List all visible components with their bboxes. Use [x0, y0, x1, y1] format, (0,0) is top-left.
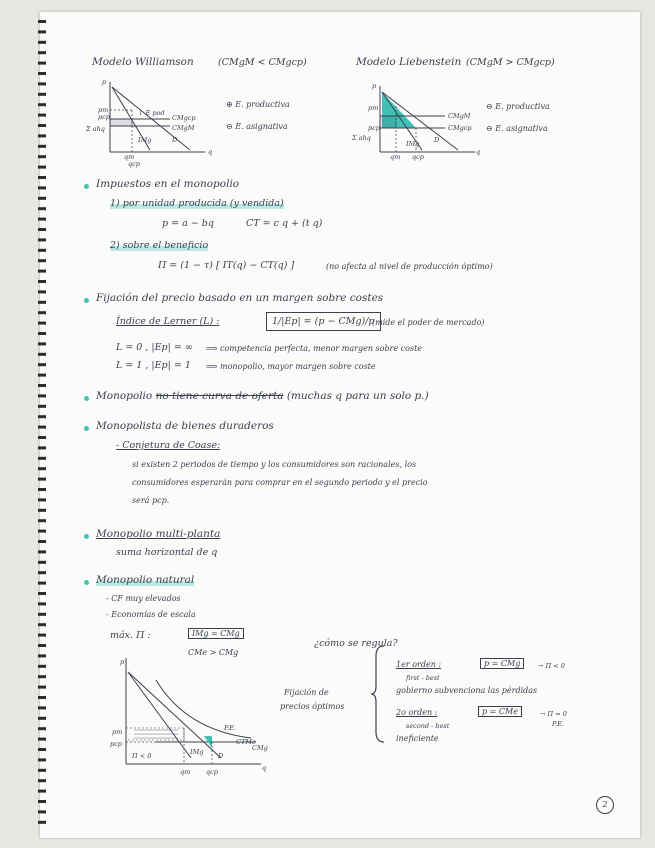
spiral-ring	[38, 103, 46, 106]
bullet-icon	[84, 426, 89, 431]
spiral-ring	[38, 93, 46, 96]
spiral-ring	[38, 30, 46, 33]
natural-monopoly-graph	[116, 658, 266, 778]
g1-sahq: Σ ahq	[86, 125, 105, 133]
spiral-ring	[38, 446, 46, 449]
spiral-ring	[38, 613, 46, 616]
g2-cmgm: CMgM	[448, 112, 471, 120]
lerner-case1: L = 1 , |Ep| = 1	[116, 360, 191, 371]
spiral-ring	[38, 353, 46, 356]
spiral-ring	[38, 550, 46, 553]
spiral-ring	[38, 436, 46, 439]
g3-img: IMg	[190, 748, 204, 756]
spiral-ring	[38, 290, 46, 293]
g2-pm: pm	[368, 104, 379, 112]
multiplanta-title: Monopolio multi-planta	[96, 528, 221, 540]
leibenstein-condition: (CMgM > CMgcp)	[466, 57, 555, 68]
spiral-ring	[38, 405, 46, 408]
spiral-ring	[38, 228, 46, 231]
spiral-ring	[38, 207, 46, 210]
spiral-ring	[38, 488, 46, 491]
spiral-ring	[38, 665, 46, 668]
g2-qm: qm	[390, 153, 401, 161]
spiral-ring	[38, 280, 46, 283]
spiral-ring	[38, 332, 46, 335]
spiral-ring	[38, 821, 46, 824]
coase-label: - Conjetura de Coase:	[116, 440, 221, 451]
spiral-ring	[38, 134, 46, 137]
page-number: 2	[596, 796, 614, 814]
g3-qm: qm	[180, 768, 191, 776]
spiral-ring	[38, 186, 46, 189]
spiral-ring	[38, 259, 46, 262]
spiral-ring	[38, 758, 46, 761]
spiral-ring	[38, 62, 46, 65]
spiral-ring	[38, 810, 46, 813]
spiral-ring	[38, 706, 46, 709]
impuestos-item1: 1) por unidad producida (y vendida)	[110, 198, 284, 209]
spiral-ring	[38, 540, 46, 543]
impuestos-eq1a: p = a − bq	[162, 218, 214, 229]
bullet-icon	[84, 396, 89, 401]
spiral-ring	[38, 467, 46, 470]
g2-qcp: qcp	[412, 153, 424, 161]
natural-item1: - CF muy elevados	[106, 594, 181, 603]
g3-p: p	[120, 658, 125, 666]
natural-title: Monopolio natural	[96, 574, 195, 586]
spiral-ring	[38, 561, 46, 564]
impuestos-eq2: Π = (1 − τ) [ IT(q) − CT(q) ]	[158, 260, 295, 271]
spiral-ring	[38, 82, 46, 85]
spiral-ring	[38, 727, 46, 730]
impuestos-item2: 2) sobre el beneficio	[110, 240, 209, 251]
g3-d: D	[218, 752, 224, 760]
g2-pcp: pcp	[368, 124, 380, 132]
spiral-ring	[38, 20, 46, 23]
spiral-ring	[38, 582, 46, 585]
first-order-eq: p = CMg	[480, 658, 524, 669]
second-order-title: 2o orden :	[396, 708, 438, 717]
spiral-ring	[38, 145, 46, 148]
spiral-ring	[38, 634, 46, 637]
spiral-ring	[38, 342, 46, 345]
coase-text-3: será pcp.	[132, 496, 170, 505]
lerner-case0-desc: ⟹ competencia perfecta, menor margen sobre coste	[206, 344, 423, 353]
leibenstein-title: Modelo Liebenstein	[356, 56, 462, 68]
impuestos-title: Impuestos en el monopolio	[96, 178, 240, 190]
williamson-title: Modelo Williamson	[92, 56, 194, 68]
lerner-case1-desc: ⟹ monopolio, mayor margen sobre coste	[206, 362, 376, 371]
impuestos-note: (no afecta al nivel de producción óptimo)	[326, 262, 493, 271]
natural-max-label: máx. Π :	[110, 630, 151, 641]
spiral-ring	[38, 197, 46, 200]
spiral-ring	[38, 478, 46, 481]
spiral-ring	[38, 571, 46, 574]
spiral-ring	[38, 457, 46, 460]
natural-question: ¿cómo se regula?	[314, 638, 398, 649]
oferta-line: Monopolio no tiene curva de oferta (muchas q para un solo p.)	[96, 390, 429, 402]
first-order-sub: first - best	[406, 674, 440, 682]
first-order-result: → Π < 0	[538, 662, 565, 670]
spiral-ring	[38, 124, 46, 127]
spiral-ring	[38, 623, 46, 626]
spiral-ring	[38, 738, 46, 741]
second-order-result2: P.E.	[552, 720, 564, 728]
spiral-ring	[38, 322, 46, 325]
bullet-icon	[84, 534, 89, 539]
spiral-ring	[38, 654, 46, 657]
spiral-ring	[38, 717, 46, 720]
spiral-ring	[38, 498, 46, 501]
g1-qm: qm	[124, 153, 135, 161]
lerner-formula: 1/|Ep| = (p − CMg)/p	[266, 312, 381, 331]
spiral-ring	[38, 686, 46, 689]
g1-cmgcp: CMgcp	[172, 114, 196, 122]
spiral-ring	[38, 311, 46, 314]
spiral-ring	[38, 675, 46, 678]
g3-q: q	[262, 764, 267, 772]
g1-q: q	[208, 148, 213, 156]
g1-img: IMg	[138, 136, 152, 144]
spiral-ring	[38, 394, 46, 397]
spiral-ring	[38, 426, 46, 429]
notebook-page	[40, 12, 640, 838]
spiral-ring	[38, 696, 46, 699]
spiral-ring	[38, 301, 46, 304]
spiral-ring	[38, 602, 46, 605]
spiral-ring	[38, 270, 46, 273]
second-order-note: ineficiente	[396, 734, 439, 743]
g1-pm: pm	[98, 106, 109, 114]
lerner-note: (mide el poder de mercado)	[372, 318, 485, 327]
first-order-note: gobierno subvenciona las pérdidas	[396, 686, 538, 695]
duraderos-title: Monopolista de bienes duraderos	[96, 420, 274, 432]
spiral-binding	[38, 20, 46, 830]
w-efficiency-allocative: ⊖ E. asignativa	[226, 122, 288, 131]
natural-item2: - Economías de escala	[106, 610, 196, 619]
spiral-ring	[38, 363, 46, 366]
second-order-eq: p = CMe	[478, 706, 522, 717]
spiral-ring	[38, 519, 46, 522]
impuestos-eq1b: CT = c q + (t q)	[246, 218, 323, 229]
spiral-ring	[38, 41, 46, 44]
first-order-title: 1er orden :	[396, 660, 442, 669]
bullet-icon	[84, 580, 89, 585]
spiral-ring	[38, 238, 46, 241]
g2-sahq: Σ ahq	[352, 134, 371, 142]
g3-pe: P.E.	[224, 724, 236, 732]
l-efficiency-allocative: ⊖ E. asignativa	[486, 124, 548, 133]
g1-p: p	[102, 78, 107, 86]
g3-cmg: CMg	[252, 744, 268, 752]
spiral-ring	[38, 415, 46, 418]
spiral-ring	[38, 249, 46, 252]
multiplanta-text: suma horizontal de q	[116, 547, 218, 558]
coase-text-1: si existen 2 periodos de tiempo y los consumidores son racionales, los	[132, 460, 417, 469]
spiral-ring	[38, 374, 46, 377]
spiral-ring	[38, 509, 46, 512]
second-order-result1: → Π = 0	[540, 710, 567, 718]
spiral-ring	[38, 166, 46, 169]
spiral-ring	[38, 155, 46, 158]
g1-d: D	[172, 136, 178, 144]
fijacion-title: Fijación del precio basado en un margen sobre costes	[96, 292, 384, 304]
natural-max-eq2: CMe > CMg	[188, 648, 239, 657]
spiral-ring	[38, 218, 46, 221]
williamson-condition: (CMgM < CMgcp)	[218, 57, 307, 68]
g3-profit: Π < 0	[132, 752, 152, 760]
lerner-label: Índice de Lerner (L) :	[116, 316, 220, 327]
spiral-ring	[38, 176, 46, 179]
g3-ctme: CTMe	[236, 738, 256, 746]
spiral-ring	[38, 592, 46, 595]
lerner-case0: L = 0 , |Ep| = ∞	[116, 342, 193, 353]
spiral-ring	[38, 51, 46, 54]
g3-pcp: pcp	[110, 740, 122, 748]
fijacion-optima-1: Fijación de	[284, 688, 329, 697]
natural-max-eq1: IMg = CMg	[188, 628, 244, 639]
williamson-graph	[100, 82, 213, 162]
bullet-icon	[84, 184, 89, 189]
spiral-ring	[38, 779, 46, 782]
g3-pm: pm	[112, 728, 123, 736]
w-efficiency-productive: ⊕ E. productiva	[226, 100, 290, 109]
spiral-ring	[38, 800, 46, 803]
spiral-ring	[38, 72, 46, 75]
brace-icon	[370, 644, 386, 744]
spiral-ring	[38, 384, 46, 387]
g1-qcp: qcp	[128, 160, 140, 168]
coase-text-2: consumidores esperarán para comprar en el segundo periodo y el precio	[132, 478, 428, 487]
g1-pcp: pcp	[98, 113, 110, 121]
bullet-icon	[84, 298, 89, 303]
spiral-ring	[38, 644, 46, 647]
g2-d: D	[434, 136, 440, 144]
l-efficiency-productive: ⊖ E. productiva	[486, 102, 550, 111]
spiral-ring	[38, 790, 46, 793]
spiral-ring	[38, 748, 46, 751]
spiral-ring	[38, 530, 46, 533]
g3-qcp: qcp	[206, 768, 218, 776]
g1-epod: ↓ E pod	[138, 109, 165, 117]
g2-cmgcp: CMgcp	[448, 124, 472, 132]
g1-cmgm: CMgM	[172, 124, 195, 132]
g2-img: IMg	[406, 140, 420, 148]
spiral-ring	[38, 114, 46, 117]
spiral-ring	[38, 769, 46, 772]
fijacion-optima-2: precios óptimos	[280, 702, 345, 711]
g2-p: p	[372, 82, 377, 90]
g2-q: q	[476, 148, 481, 156]
second-order-sub: second - best	[406, 722, 450, 730]
